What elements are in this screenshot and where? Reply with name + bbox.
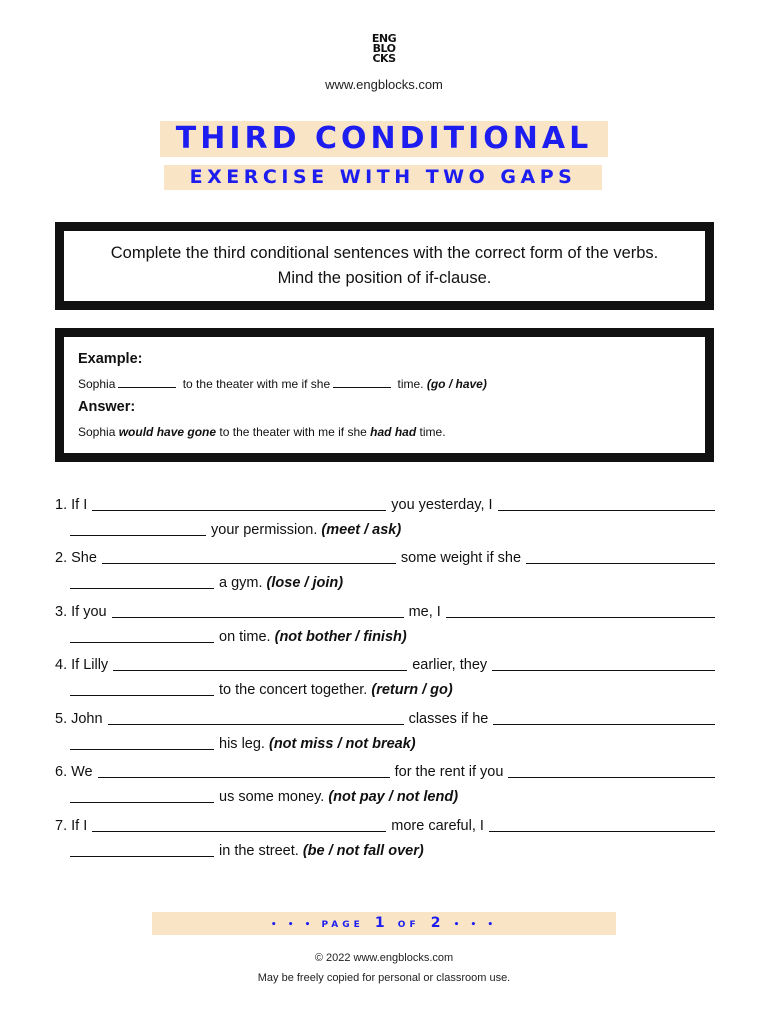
q7-mid: more careful, I <box>391 818 484 834</box>
instructions-box <box>55 222 714 310</box>
q4-lead: 4. If Lilly <box>55 657 109 673</box>
q5-tail: his leg. <box>219 736 265 752</box>
q1-tail: your permission. <box>211 522 318 538</box>
logo-line-1: ENG <box>371 32 397 45</box>
q2-hint: (lose / join) <box>266 575 344 591</box>
example-label: Example: <box>78 351 143 367</box>
q4-blank-3[interactable] <box>70 695 214 696</box>
page-subtitle: EXERCISE WITH TWO GAPS <box>164 165 602 190</box>
q1-lead: 1. If I <box>55 497 88 513</box>
page-word: • • • PAGE <box>270 920 364 930</box>
instructions-text: Complete the third conditional sentences with the correct form of the verbs. Mind the position of if-clause. <box>110 244 659 287</box>
q6-tail: us some money. <box>219 789 325 805</box>
answer-part-1: Sophia <box>78 425 116 439</box>
q1-blank-1[interactable] <box>92 510 386 511</box>
q5-blank-1[interactable] <box>108 724 404 725</box>
example-part-1: Sophia <box>78 377 116 391</box>
q5-mid: classes if he <box>408 711 489 727</box>
q3-blank-2[interactable] <box>446 617 715 618</box>
q4-blank-2[interactable] <box>492 670 715 671</box>
page-total: 2 <box>430 915 443 931</box>
q3-tail: on time. <box>219 629 271 645</box>
q2-blank-1[interactable] <box>102 563 396 564</box>
question-1 <box>55 496 715 539</box>
site-url[interactable]: www.engblocks.com <box>325 77 443 92</box>
q5-blank-2[interactable] <box>493 724 715 725</box>
question-7 <box>55 817 715 860</box>
q3-hint: (not bother / finish) <box>274 629 407 645</box>
page-of-word: OF <box>397 920 420 930</box>
question-5 <box>55 710 715 753</box>
usage-note: May be freely copied for personal or classroom use. <box>257 972 511 984</box>
logo-line-3: CKS <box>372 52 396 65</box>
q6-blank-2[interactable] <box>508 777 715 778</box>
q1-blank-3[interactable] <box>70 535 206 536</box>
q4-hint: (return / go) <box>371 682 453 698</box>
q2-mid: some weight if she <box>400 550 522 566</box>
question-2 <box>55 549 715 592</box>
q1-blank-2[interactable] <box>498 510 715 511</box>
copyright-text: © 2022 www.engblocks.com <box>314 952 454 964</box>
q7-tail: in the street. <box>219 843 299 859</box>
q6-blank-1[interactable] <box>98 777 390 778</box>
q2-lead: 2. She <box>55 550 97 566</box>
q3-blank-1[interactable] <box>112 617 404 618</box>
q6-mid: for the rent if you <box>394 764 504 780</box>
q4-blank-1[interactable] <box>113 670 407 671</box>
q6-lead: 6. We <box>55 764 93 780</box>
question-4 <box>55 656 715 699</box>
answer-sentence <box>78 424 691 440</box>
question-6 <box>55 763 715 806</box>
answer-fill-2: had had <box>370 425 417 439</box>
q2-tail: a gym. <box>219 575 263 591</box>
q5-hint: (not miss / not break) <box>268 736 416 752</box>
q7-lead: 7. If I <box>55 818 88 834</box>
answer-label: Answer: <box>78 399 136 415</box>
q3-mid: me, I <box>408 604 441 620</box>
page-current: 1 <box>374 915 387 931</box>
example-part-3: time. <box>397 377 424 391</box>
q1-hint: (meet / ask) <box>321 522 402 538</box>
q3-blank-3[interactable] <box>70 642 214 643</box>
logo-line-2: BLO <box>372 42 396 55</box>
example-blank-1 <box>118 377 176 388</box>
answer-part-2: to the theater with me if she <box>219 425 367 439</box>
engblocks-logo <box>0 34 768 64</box>
q6-blank-3[interactable] <box>70 802 214 803</box>
example-sentence <box>78 376 691 392</box>
q2-blank-2[interactable] <box>526 563 715 564</box>
answer-fill-1: would have gone <box>118 425 217 439</box>
example-blank-2 <box>333 377 391 388</box>
q1-mid: you yesterday, I <box>391 497 493 513</box>
q7-hint: (be / not fall over) <box>302 843 424 859</box>
page-title: THIRD CONDITIONAL <box>160 121 608 157</box>
example-hint: (go / have) <box>426 377 487 391</box>
q3-lead: 3. If you <box>55 604 107 620</box>
answer-part-3: time. <box>419 425 446 439</box>
example-part-2: to the theater with me if she <box>182 377 331 391</box>
question-3 <box>55 603 715 646</box>
q7-blank-1[interactable] <box>92 831 386 832</box>
q7-blank-3[interactable] <box>70 856 214 857</box>
page-indicator <box>152 912 616 935</box>
q2-blank-3[interactable] <box>70 588 214 589</box>
q5-blank-3[interactable] <box>70 749 214 750</box>
page-dots-end: • • • <box>453 920 498 930</box>
q4-mid: earlier, they <box>412 657 488 673</box>
q4-tail: to the concert together. <box>219 682 368 698</box>
example-box <box>55 328 714 462</box>
q6-hint: (not pay / not lend) <box>328 789 459 805</box>
q7-blank-2[interactable] <box>489 831 715 832</box>
q5-lead: 5. John <box>55 711 103 727</box>
